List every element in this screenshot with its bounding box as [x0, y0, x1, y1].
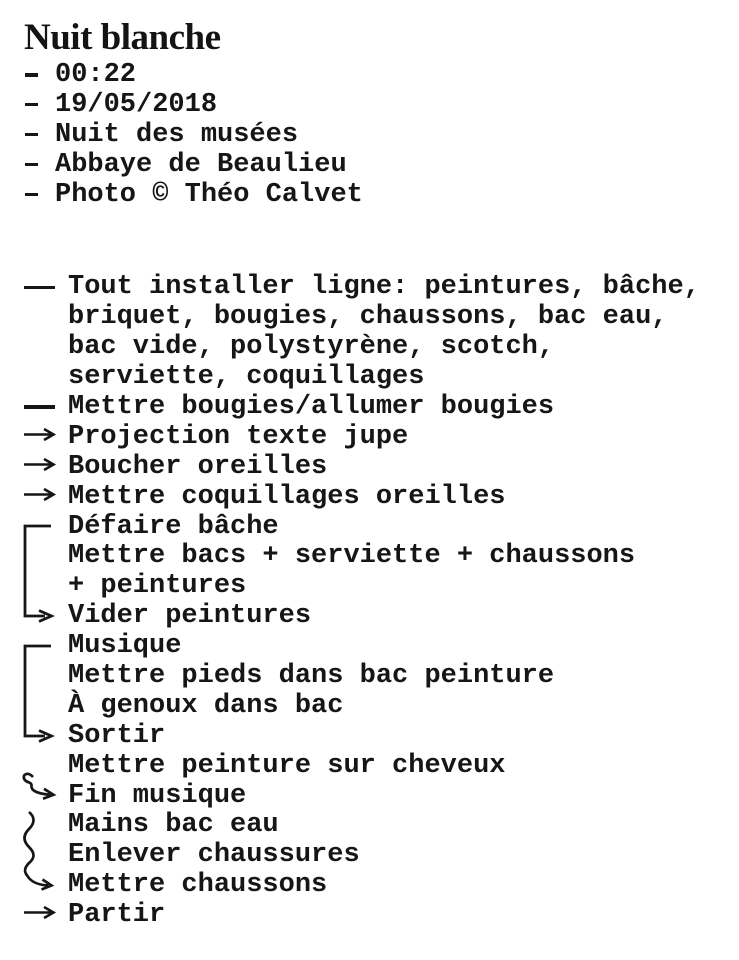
meta-item	[0, 60, 739, 90]
arrow-right-icon	[23, 486, 59, 507]
task-line	[0, 781, 739, 811]
task-text: bac vide, polystyrène, scotch,	[68, 332, 555, 363]
task-text: Mains bac eau	[68, 810, 279, 841]
hyphen-icon	[25, 73, 38, 76]
meta-list	[0, 60, 739, 209]
hyphen-icon	[25, 193, 38, 196]
task-text: Mettre bacs + serviette + chaussons	[68, 541, 636, 572]
task-line	[0, 332, 739, 362]
em-dash-icon	[24, 405, 55, 408]
meta-item	[0, 90, 739, 120]
task-line	[0, 362, 739, 392]
task-line	[0, 422, 739, 452]
task-text: Mettre chaussons	[68, 870, 328, 901]
task-text: Musique	[68, 631, 182, 662]
task-text: Mettre bougies/allumer bougies	[68, 391, 555, 422]
task-line	[0, 631, 739, 661]
task-line	[0, 661, 739, 691]
task-list	[0, 272, 739, 930]
task-text: Partir	[68, 900, 166, 931]
task-text: Projection texte jupe	[68, 421, 409, 452]
task-text: Défaire bâche	[68, 511, 279, 542]
em-dash-icon	[24, 286, 55, 289]
task-text: Mettre coquillages oreilles	[68, 481, 506, 512]
meta-item	[0, 120, 739, 150]
task-text: Tout installer ligne: peintures, bâche,	[68, 272, 700, 303]
hyphen-icon	[25, 163, 38, 166]
hyphen-icon	[25, 133, 38, 136]
arrow-right-icon	[23, 905, 59, 926]
task-line	[0, 392, 739, 422]
task-line	[0, 512, 739, 542]
meta-text: Photo © Théo Calvet	[55, 179, 363, 210]
hyphen-icon	[25, 103, 38, 106]
arrow-right-icon	[23, 456, 59, 477]
task-text: Fin musique	[68, 780, 247, 811]
meta-text: Nuit des musées	[55, 119, 299, 150]
task-line	[0, 900, 739, 930]
page-title: Nuit blanche	[24, 17, 221, 58]
task-text: Enlever chaussures	[68, 840, 360, 871]
task-line	[0, 482, 739, 512]
task-line	[0, 601, 739, 631]
task-text: + peintures	[68, 571, 247, 602]
task-text: briquet, bougies, chaussons, bac eau,	[68, 302, 668, 333]
meta-item	[0, 180, 739, 210]
meta-item	[0, 150, 739, 180]
task-line	[0, 302, 739, 332]
meta-text: Abbaye de Beaulieu	[55, 149, 347, 180]
task-line	[0, 272, 739, 302]
task-line	[0, 870, 739, 900]
task-line	[0, 452, 739, 482]
task-line	[0, 541, 739, 571]
task-text: À genoux dans bac	[68, 690, 344, 721]
task-text: Sortir	[68, 720, 166, 751]
task-line	[0, 810, 739, 840]
task-line	[0, 691, 739, 721]
task-line	[0, 840, 739, 870]
task-line	[0, 571, 739, 601]
task-text: Boucher oreilles	[68, 451, 328, 482]
task-text: serviette, coquillages	[68, 362, 425, 393]
meta-text: 19/05/2018	[55, 89, 218, 120]
task-text: Mettre peinture sur cheveux	[68, 750, 506, 781]
meta-text: 00:22	[55, 59, 137, 90]
arrow-right-icon	[23, 426, 59, 447]
task-line	[0, 721, 739, 751]
task-line	[0, 751, 739, 781]
task-text: Vider peintures	[68, 601, 312, 632]
task-text: Mettre pieds dans bac peinture	[68, 660, 555, 691]
